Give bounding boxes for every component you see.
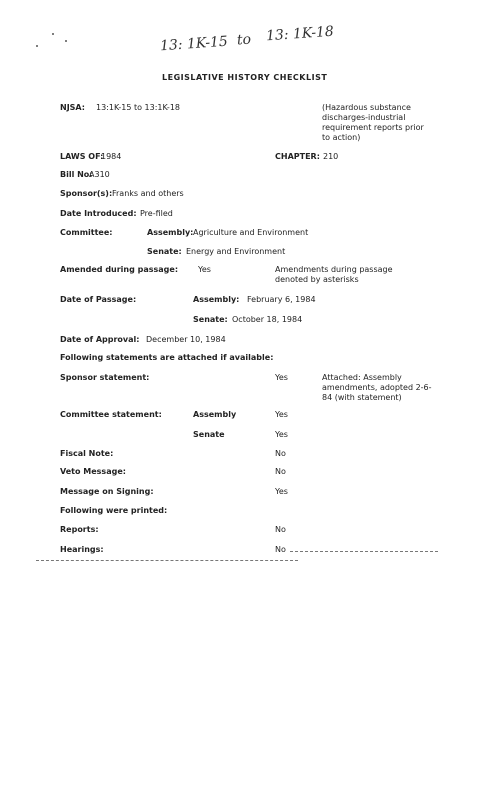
document-title: LEGISLATIVE HISTORY CHECKLIST bbox=[162, 73, 328, 82]
sponsor-statement-label: Sponsor statement: bbox=[60, 373, 150, 382]
committee-statement-senate-value: Yes bbox=[275, 430, 288, 439]
end-divider bbox=[290, 551, 438, 552]
scan-speck bbox=[36, 45, 38, 47]
bill-no-label: Bill No: bbox=[60, 170, 93, 179]
printed-header: Following were printed: bbox=[60, 506, 168, 515]
hearings-label: Hearings: bbox=[60, 545, 104, 554]
date-of-passage-label: Date of Passage: bbox=[60, 295, 137, 304]
passage-senate-label: Senate: bbox=[193, 315, 228, 324]
reports-value: No bbox=[275, 525, 286, 534]
message-on-signing-label: Message on Signing: bbox=[60, 487, 154, 496]
scan-speck bbox=[65, 40, 67, 42]
njsa-label: NJSA: bbox=[60, 103, 85, 112]
committee-statement-label: Committee statement: bbox=[60, 410, 162, 419]
sponsors-value: Franks and others bbox=[112, 189, 184, 198]
amended-label: Amended during passage: bbox=[60, 265, 179, 274]
committee-statement-assembly-value: Yes bbox=[275, 410, 288, 419]
njsa-value: 13:1K-15 to 13:1K-18 bbox=[96, 103, 180, 112]
laws-of-label: LAWS OF: bbox=[60, 152, 104, 161]
date-of-approval-value: December 10, 1984 bbox=[146, 335, 226, 344]
committee-senate-label: Senate: bbox=[147, 247, 182, 256]
scan-speck bbox=[52, 33, 54, 35]
fiscal-note-label: Fiscal Note: bbox=[60, 449, 114, 458]
committee-senate-value: Energy and Environment bbox=[186, 247, 286, 256]
veto-message-value: No bbox=[275, 467, 286, 476]
passage-senate-value: October 18, 1984 bbox=[232, 315, 303, 324]
sponsors-label: Sponsor(s): bbox=[60, 189, 113, 198]
sponsor-statement-value: Yes bbox=[275, 373, 288, 382]
committee-assembly-label: Assembly: bbox=[147, 228, 194, 237]
statements-header: Following statements are attached if available: bbox=[60, 353, 274, 362]
amended-note: Amendments during passage denoted by asterisks bbox=[275, 265, 393, 284]
committee-statement-assembly-label: Assembly bbox=[193, 410, 237, 419]
date-introduced-value: Pre-filed bbox=[140, 209, 173, 218]
committee-assembly-value: Agriculture and Environment bbox=[193, 228, 309, 237]
date-introduced-label: Date Introduced: bbox=[60, 209, 137, 218]
handwritten-range-end: 13: 1K-18 bbox=[265, 23, 335, 45]
chapter-value: 210 bbox=[323, 152, 339, 161]
handwritten-range-start: 13: 1K-15 bbox=[159, 33, 229, 55]
committee-label: Committee: bbox=[60, 228, 113, 237]
reports-label: Reports: bbox=[60, 525, 99, 534]
hearings-value: No bbox=[275, 545, 286, 554]
sponsor-statement-note: Attached: Assembly amendments, adopted 2-6-84 (with statement) bbox=[322, 373, 432, 402]
amended-value: Yes bbox=[198, 265, 211, 274]
end-divider bbox=[36, 560, 298, 561]
chapter-label: CHAPTER: bbox=[275, 152, 320, 161]
laws-of-value: 1984 bbox=[101, 152, 122, 161]
veto-message-label: Veto Message: bbox=[60, 467, 126, 476]
passage-assembly-value: February 6, 1984 bbox=[247, 295, 316, 304]
handwritten-to: to bbox=[236, 31, 252, 49]
passage-assembly-label: Assembly: bbox=[193, 295, 240, 304]
message-on-signing-value: Yes bbox=[275, 487, 288, 496]
committee-statement-senate-label: Senate bbox=[193, 430, 225, 439]
bill-no-value: A310 bbox=[89, 170, 110, 179]
njsa-note: (Hazardous substance discharges-industrial requirement reports prior to action) bbox=[322, 103, 424, 142]
fiscal-note-value: No bbox=[275, 449, 286, 458]
date-of-approval-label: Date of Approval: bbox=[60, 335, 140, 344]
